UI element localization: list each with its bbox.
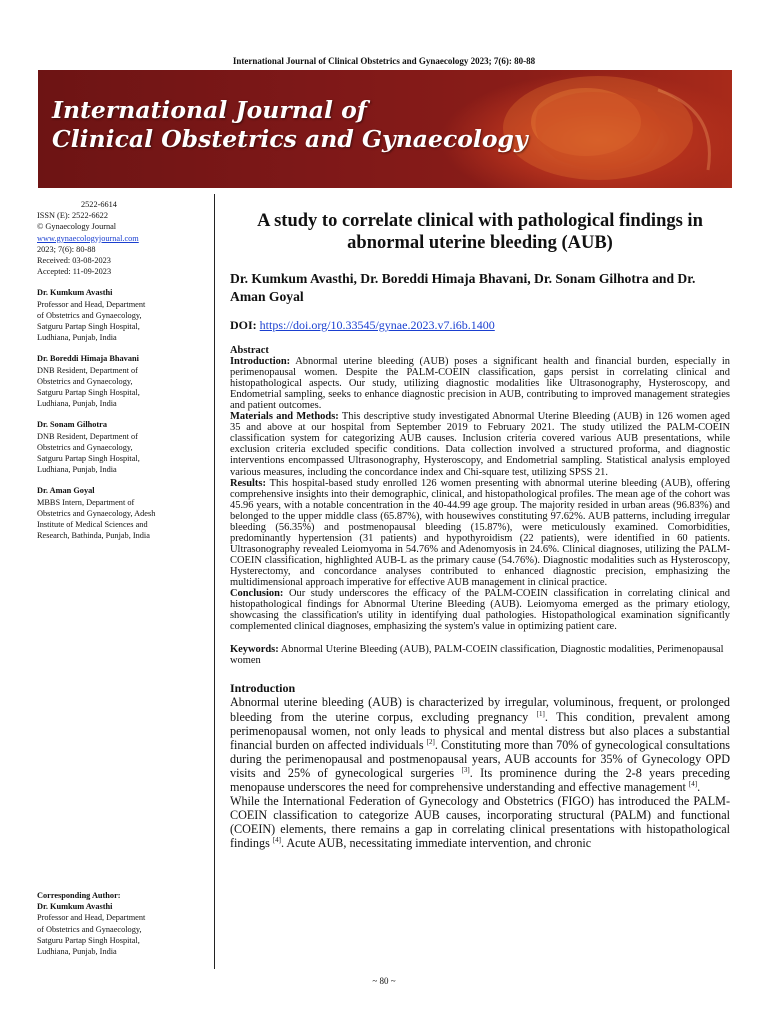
affiliation-line: of Obstetrics and Gynaecology, (37, 310, 142, 320)
keywords-text: Abnormal Uterine Bleeding (AUB), PALM-COEIN classification, Diagnostic modalities, Perimenopausal women (230, 644, 724, 667)
affiliation-name: Dr. Aman Goyal (37, 486, 95, 496)
abstract-results (230, 478, 730, 588)
column-divider (214, 194, 215, 969)
doi (230, 318, 730, 333)
keywords (230, 644, 730, 666)
corresponding-line: of Obstetrics and Gynaecology, (37, 924, 142, 934)
volume-info: 2023; 7(6): 80-88 (37, 244, 96, 254)
corresponding-line: Professor and Head, Department (37, 913, 146, 923)
text-run: . Acute AUB, necessitating immediate intervention, and chronic (281, 836, 592, 851)
affiliation-line: Institute of Medical Sciences and (37, 520, 148, 530)
text-run: Abnormal uterine bleeding (AUB) is characterized by irregular, voluminous, frequent, or prolonged bleeding from the uterine corpus, excluding pregnancy (230, 695, 730, 724)
affiliation-line: Obstetrics and Gynaecology, (37, 376, 133, 386)
affiliation-name: Dr. Kumkum Avasthi (37, 288, 113, 298)
affiliation-line: Obstetrics and Gynaecology, Adesh (37, 508, 156, 518)
corresponding-line: Ludhiana, Punjab, India (37, 947, 117, 957)
affiliation-2 (37, 353, 215, 409)
affiliation-line: Satguru Partap Singh Hospital, (37, 454, 140, 464)
affiliation-line: MBBS Intern, Department of (37, 497, 135, 507)
affiliation-line: DNB Resident, Department of (37, 431, 138, 441)
affiliation-line: Ludhiana, Punjab, India (37, 465, 117, 475)
abstract-conclusion (230, 588, 730, 632)
corresponding-heading: Corresponding Author: (37, 891, 121, 900)
article-title: A study to correlate clinical with pathological findings in abnormal uterine bleeding (AUB) (257, 211, 703, 253)
affiliation-line: Ludhiana, Punjab, India (37, 399, 117, 409)
corresponding-author (37, 890, 215, 957)
introduction-paragraph-1 (230, 695, 730, 794)
abstract-methods (230, 411, 730, 477)
abstract-section-text: This hospital-based study enrolled 126 women presenting with abnormal uterine bleeding (AUB), offering comprehensive insights into their demographic, clinical, and histopathological profiles. The mean age of the cohort was 45.96 years, with a notable concentration in the 40-44.99 age group. The majority resided in urban areas (96.83%) and belonged to the upper middle class (65.87%), with housewives constituting 97.62%. AUB patterns, including irregular bleeding (56.35%) and postmenopausal bleeding (15.87%), were meticulously examined. Comorbidities, predominantly hypertension (31 patients) and hypothyroidism (22 patients), were identified in 60 patients. Ultrasonography revealed Leiomyoma in 54.76% and Adenomyosis in 24.6%. Clinical diagnoses, utilizing the PALM-COEIN classification, highlighted AUB-L as the primary cause (54.76%). Diagnostic modalities such as Hysteroscopy, Hysterectomy, and concordance analyses contributed to enhanced diagnostic precision, emphasizing the multidimensional approach imperative for effective AUB management in clinical practice. (230, 477, 730, 588)
issn-print: 2522-6614 (81, 200, 117, 209)
abstract-section-text: This descriptive study investigated Abnormal Uterine Bleeding (AUB) in 126 women aged 35 and above at our hospital from September 2019 to February 2021. The study utilized the PALM-COEIN classification system for categorizing AUB causes. Inclusion criteria covered various AUB presentations, while exclusion criteria excluded specific conditions. Data collection involved a structured proforma, and diagnostic interventions encompassed Ultrasonography, Hysteroscopy, and Endometrial sampling. Statistical analysis employed various measures, including the concordance index and Chi-square test, utilizing SPSS 21. (230, 411, 730, 478)
abstract-section-label: Conclusion: (230, 588, 284, 600)
doi-link[interactable]: https://doi.org/10.33545/gynae.2023.v7.i6b.1400 (259, 318, 495, 332)
citation-ref: [4] (688, 779, 698, 788)
abstract-section-text: Abnormal uterine bleeding (AUB) poses a significant health and financial burden, especially in perimenopausal women. Despite the PALM-COEIN classification, gaps persist in correlating clinical and histopathological aspects. Our study, utilizing diagnostic modalities like Ultrasonography, Hysteroscopy, and Endometrial sampling, seeks to enhance diagnostic precision in AUB, contributing to improved management strategies and patient outcomes. (230, 356, 730, 412)
text-run: . This condition, prevalent among perimenopausal women, not only leads to physical and mental distress but also places a substantial financial burden on affected individuals (230, 709, 730, 752)
affiliation-line: Ludhiana, Punjab, India (37, 333, 117, 343)
affiliation-line: Professor and Head, Department (37, 299, 146, 309)
banner-title-line2: Clinical Obstetrics and Gynaecology (52, 125, 528, 153)
abstract-section-label: Materials and Methods: (230, 411, 339, 423)
journal-banner (38, 70, 732, 188)
journal-website-link[interactable]: www.gynaecologyjournal.com (37, 233, 139, 243)
text-run: While the International Federation of Gynecology and Obstetrics (FIGO) has introduced the PALM-COEIN classification to categorize AUB causes, incorporating structural (PALM) and functional (COEIN) elements, there remains a gap in correlating clinical presentations with histopathological findings (230, 794, 730, 851)
affiliation-4 (37, 485, 215, 541)
text-run: . (697, 779, 701, 794)
received-date: Received: 03-08-2023 (37, 256, 111, 266)
citation-ref: [4] (272, 836, 282, 845)
issn-e: ISSN (E): 2522-6622 (37, 211, 108, 221)
citation-ref: [3] (461, 765, 470, 774)
article-authors: Dr. Kumkum Avasthi, Dr. Boreddi Himaja Bhavani, Dr. Sonam Gilhotra and Dr. Aman Goyal (230, 271, 696, 304)
citation-ref: [2] (426, 737, 435, 746)
affiliation-name: Dr. Boreddi Himaja Bhavani (37, 354, 139, 364)
citation-ref: [1] (536, 709, 545, 718)
abstract (230, 345, 730, 632)
text-run: . Constituting more than 70% of gynecological consultations during the perimenopausal and postmenopausal years, AUB accounts for 35% of Gynecology OPD visits and 25% of gynecological surgeries (230, 737, 730, 780)
doi-label: DOI: (230, 318, 257, 332)
affiliation-line: Satguru Partap Singh Hospital, (37, 388, 140, 398)
banner-title (52, 96, 528, 154)
introduction-paragraph-2 (230, 794, 730, 850)
abstract-introduction (230, 356, 730, 411)
affiliation-name: Dr. Sonam Gilhotra (37, 420, 107, 430)
accepted-date: Accepted: 11-09-2023 (37, 267, 112, 277)
text-run: . Its prominence during the 2-8 years preceding menopause underscores the need for comprehensive understanding and effective management (230, 765, 731, 794)
running-header: International Journal of Clinical Obstetrics and Gynaecology 2023; 7(6): 80-88 (232, 56, 536, 66)
corresponding-line: Satguru Partap Singh Hospital, (37, 935, 140, 945)
keywords-label: Keywords: (230, 644, 279, 656)
introduction-heading: Introduction (230, 681, 296, 696)
affiliation-1 (37, 287, 215, 343)
affiliation-line: Satguru Partap Singh Hospital, (37, 322, 140, 332)
abstract-heading: Abstract (230, 345, 269, 356)
page-number: ~ 80 ~ (372, 976, 396, 986)
corresponding-name: Dr. Kumkum Avasthi (37, 902, 113, 912)
main-column (230, 210, 730, 850)
copyright: © Gynaecology Journal (37, 222, 117, 232)
affiliation-line: DNB Resident, Department of (37, 365, 138, 375)
affiliation-3 (37, 419, 215, 475)
banner-title-line1: International Journal of (52, 96, 367, 124)
introduction (230, 681, 730, 850)
sidebar (37, 199, 215, 541)
abstract-section-text: Our study underscores the efficacy of the PALM-COEIN classification in correlating clinical and histopathological findings for Abnormal Uterine Bleeding (AUB). Leiomyoma emerged as the primary etiology, showcasing the classification's utility in identifying dual pathologies. Histopathological examination significantly complemented clinical diagnoses, emphasizing the system's value in optimizing patient care. (230, 588, 731, 633)
affiliation-line: Obstetrics and Gynaecology, (37, 442, 133, 452)
affiliation-line: Research, Bathinda, Punjab, India (37, 531, 150, 541)
abstract-section-label: Introduction: (230, 356, 291, 368)
abstract-section-label: Results: (230, 477, 266, 489)
